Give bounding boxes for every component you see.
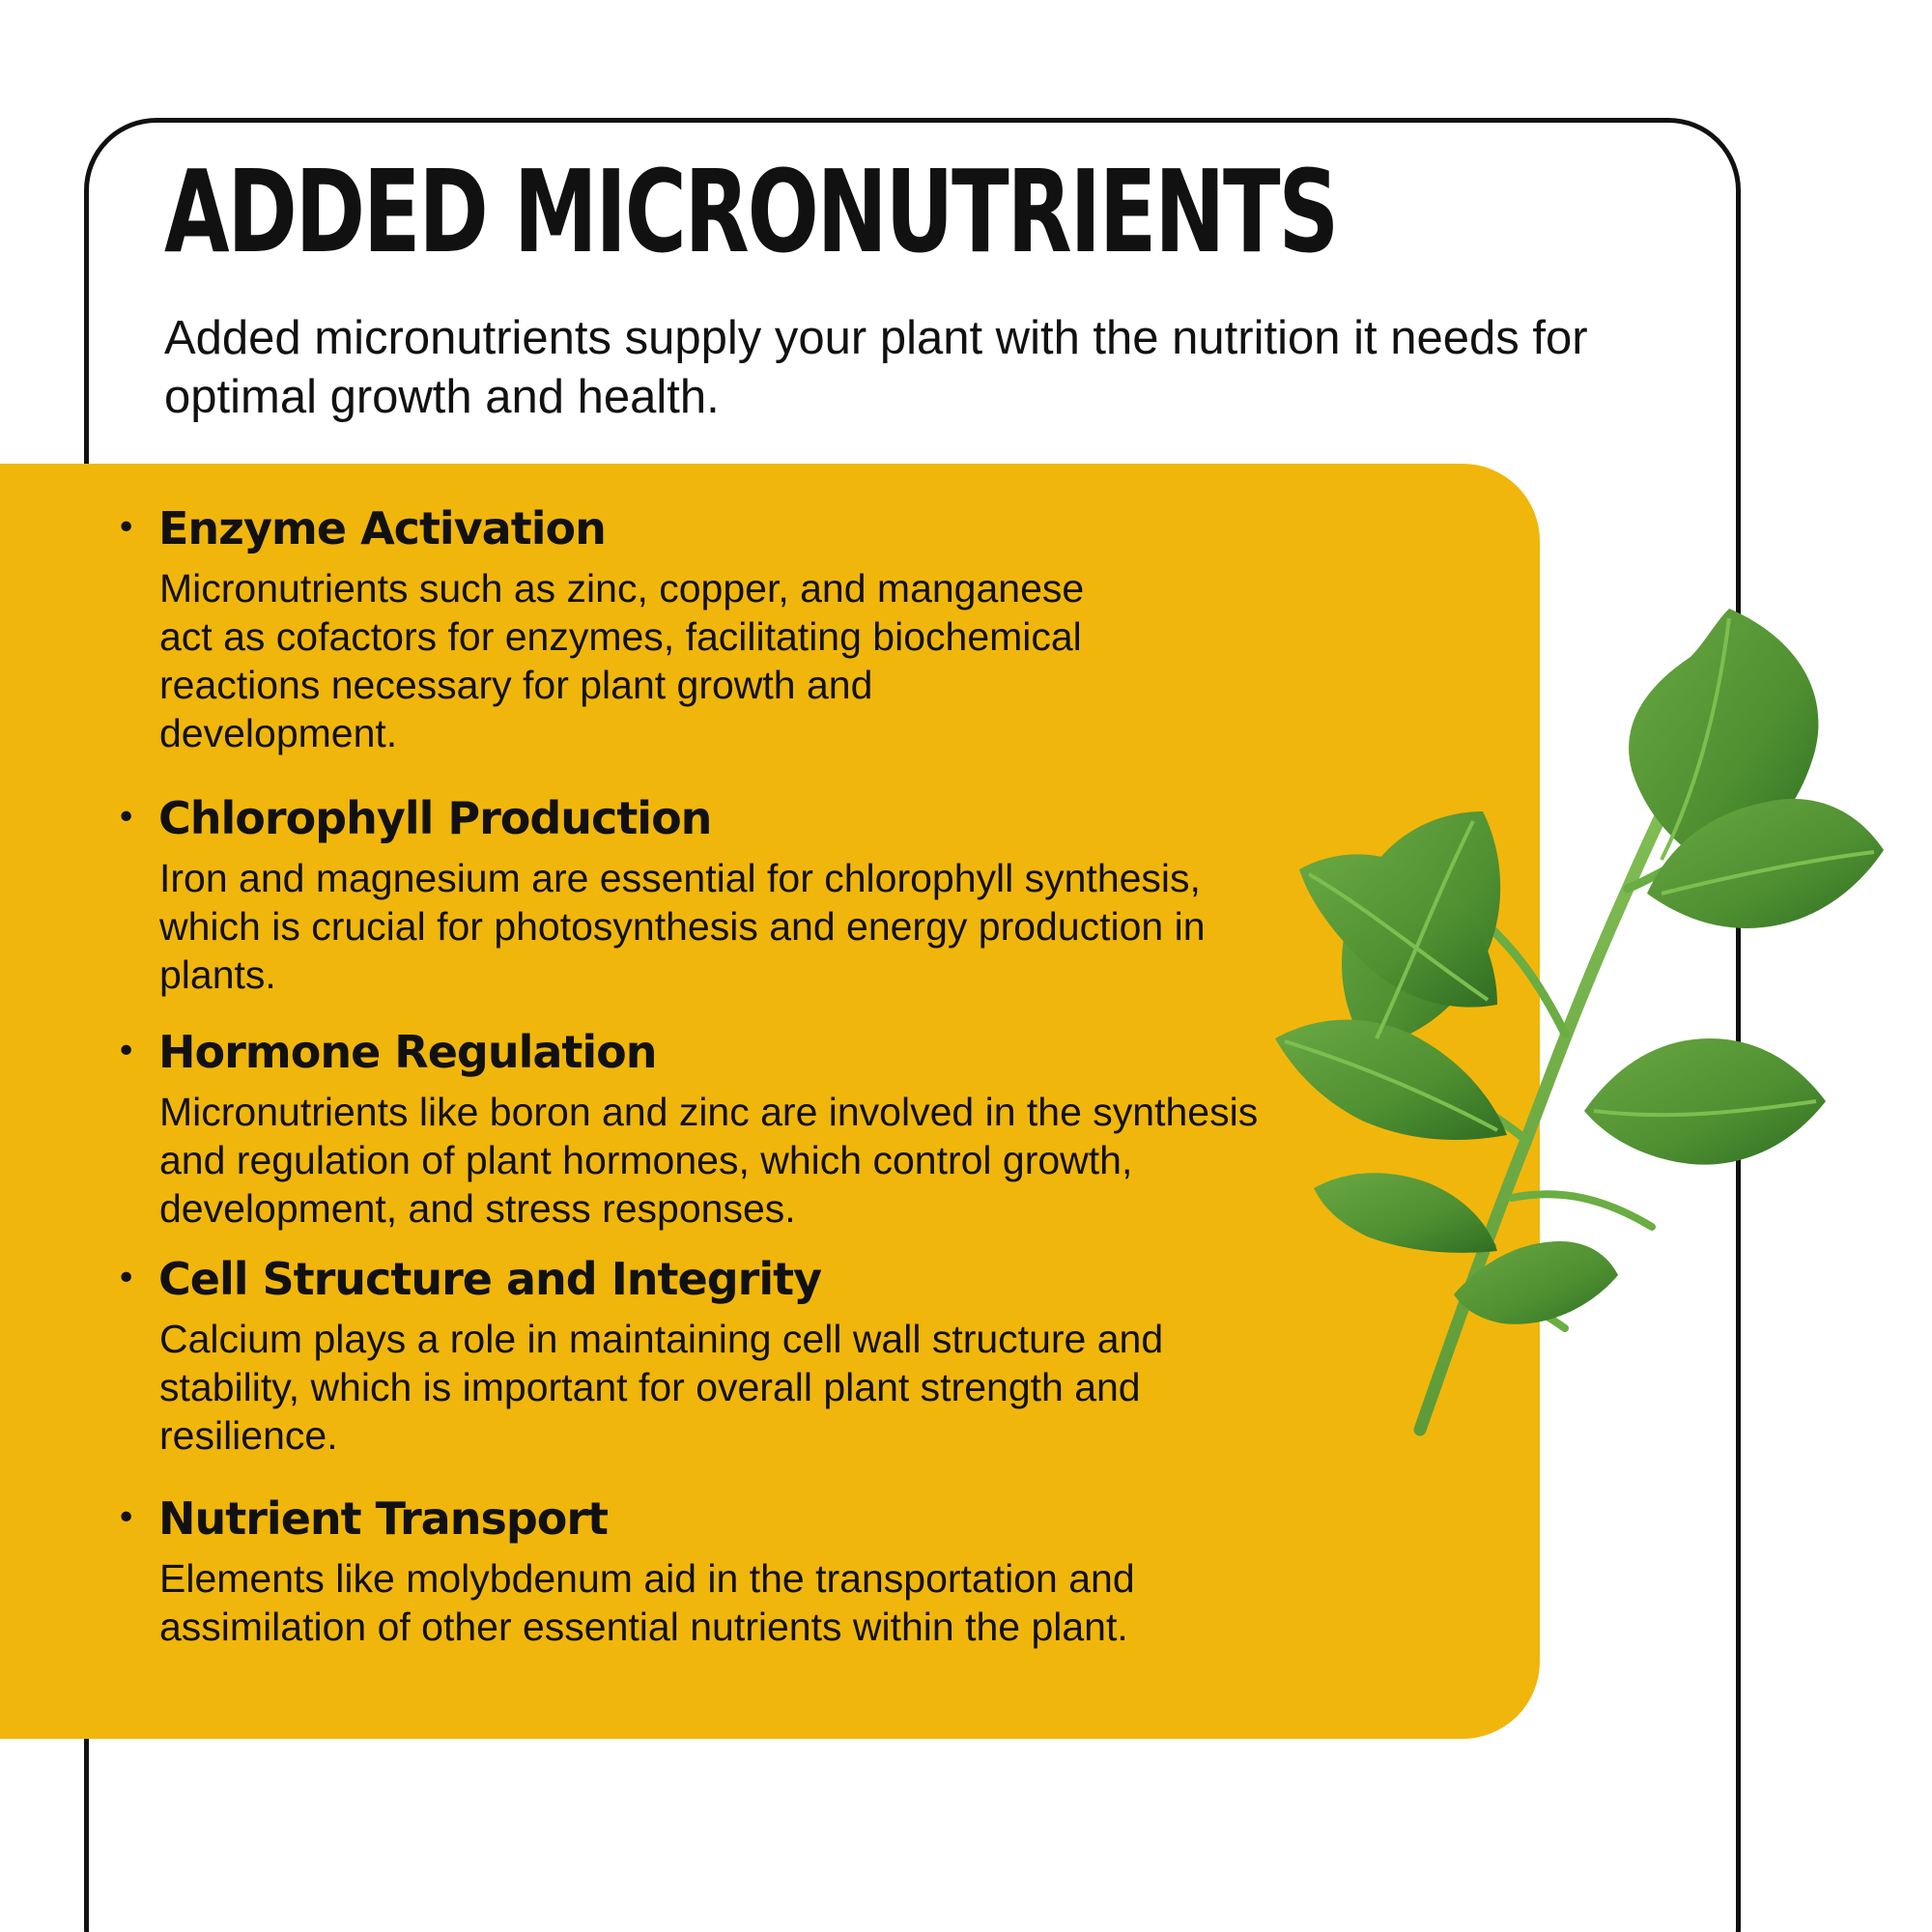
benefit-cell-structure (116, 1251, 1323, 1460)
benefit-heading (116, 1251, 1323, 1307)
benefit-hormone-regulation (116, 1024, 1323, 1233)
bullet-icon: • (116, 1032, 137, 1071)
benefit-heading (116, 1024, 1323, 1080)
bullet-icon: • (116, 1498, 137, 1538)
benefit-title: Chlorophyll Production (158, 792, 712, 844)
benefit-nutrient-transport (116, 1491, 1323, 1651)
benefit-title: Nutrient Transport (158, 1492, 609, 1545)
benefit-title: Cell Structure and Integrity (158, 1253, 822, 1305)
bullet-icon: • (116, 508, 137, 548)
benefit-heading (116, 790, 1323, 846)
page-title: ADDED MICRONUTRIENTS (164, 145, 1338, 278)
benefit-heading (116, 1491, 1323, 1547)
benefit-title: Hormone Regulation (158, 1026, 657, 1078)
benefit-description: Micronutrients such as zinc, copper, and manganese act as cofactors for enzymes, facilitating biochemical reactions necessary for plant growth and development. (159, 566, 1085, 755)
benefit-enzyme-activation (116, 500, 1323, 757)
benefit-description: Calcium plays a role in maintaining cell wall structure and stability, which is important for overall plant strength and resilience. (159, 1317, 1164, 1458)
intro-text: Added micronutrients supply your plant with the nutrition it needs for optimal growth and health. (164, 312, 1588, 423)
benefit-title: Enzyme Activation (158, 502, 606, 554)
benefit-description: Elements like molybdenum aid in the transportation and assimilation of other essential nutrients within the plant. (159, 1556, 1135, 1649)
benefit-description: Micronutrients like boron and zinc are involved in the synthesis and regulation of plant hormones, which control growth, development, and stress responses. (159, 1090, 1259, 1231)
benefit-heading (116, 500, 1323, 556)
benefit-description: Iron and magnesium are essential for chlorophyll synthesis, which is crucial for photosynthesis and energy production in plants. (159, 856, 1206, 997)
bullet-icon: • (116, 1259, 137, 1298)
bullet-icon: • (116, 798, 137, 838)
benefit-chlorophyll-production (116, 790, 1323, 999)
tomato-leaf-icon (1256, 599, 1913, 1449)
